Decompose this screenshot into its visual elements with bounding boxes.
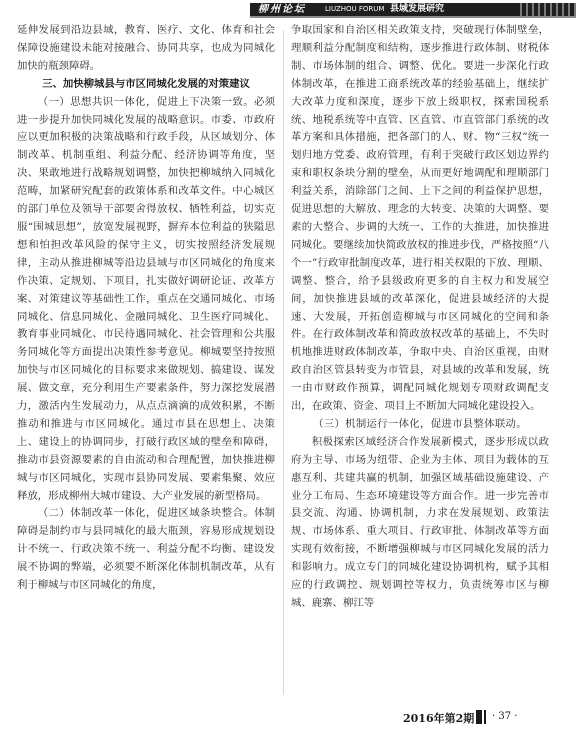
page-header	[0, 0, 576, 20]
section-heading: 三、加快柳城县与市区同城化发展的对策建议	[42, 77, 250, 90]
paragraph-2-body: 体制障碍是制约市与县同城化的最大瓶颈，容易形成规划设计不统一、行政决策不统一、利益分配不均衡、建设发展不协调的弊端，必须要不断深化体制机制改革，从有利于柳城与市区同城化的角度，	[17, 507, 275, 592]
subheading-1: （一）思想共识一体化，促进上下决策一致。	[37, 95, 255, 108]
subheading-2: （二）体制改革一体化，促进区域条块整合。	[37, 507, 255, 520]
page-footer	[0, 708, 576, 728]
issue-label: 2016年第2期	[403, 712, 475, 725]
paragraph-continued: 延伸发展到沿边县域，教育、医疗、文化、体育和社会保障设施建设未能对接融合、协同共享，也成为同城化加快的瓶颈障碍。	[17, 24, 275, 72]
section-title: 县域发展研究	[390, 4, 445, 14]
subheading-3: （三）机制运行一体化，促进市县整体联动。	[313, 417, 527, 430]
paragraph-2	[17, 505, 275, 595]
journal-name: 柳州论坛	[258, 4, 306, 15]
header-stripes	[516, 3, 576, 16]
column-divider	[283, 30, 284, 695]
paragraph-1-body: 必须进一步提升加快同城化发展的战略意识。市委、市政府应以更加积极的决策战略和行政手段，从区域划分、体制改革、机制重组、利益分配、经济协调等角度，坚决、果敢地进行战略规划调整，加快把柳城纳入同城化范畴，加紧研究配套的政策体系和改革文件。中心城区的部门单位及领导干部要舍得放权、牺牲利益，切实克服“围城思想”，放宽发展视野，摒弃本位利益的狭隘思想和怕担改革风险的保守主义，切实按照经济发展规律，主动从推进柳城等沿边县域与市区同城化的角度来作决策、定规划、下项目，扎实做好调研论证、改革方案、对策建议等基础性工作，重点在交通同城化、市场同城化、信息同城化、金融同城化、卫生医疗同城化、教育事业同城化、市民待遇同城化、社会管理和公共服务同城化等方面提出决策性参考意见。柳城要坚持按照加快与市区同城化的目标要求来做规划、搞建设、谋发展、做文章，充分利用生产要素条件，努力深挖发展潜力，激活内生发展动力，从点点滴滴的成效积累，不断推动和推进与市区同城化。通过市县在思想上、决策上、建设上的协调同步，打破行政区域的壁垒和障碍，推动市县资源要素的自由流动和合理配置，加快推进柳城与市区同城化，实现市县协同发展、要素集聚、效应释放，形成柳州大城市建设、大产业发展的新型格局。	[17, 95, 275, 502]
paragraph-1	[17, 94, 275, 506]
paragraph-3: 争取国家和自治区相关政策支持，突破现行体制壁垒，理顺利益分配制度和结构，逐步推进行政体制、财税体制、市场体制的组合、调整、优化。要进一步深化行政体制改革，在推进工商系统改革的经验基础上，继续扩大改革力度和深度，逐步下放上级职权，探索国税系统、地税系统等中直管、区直管、市直管部门系统的改革方案和具体措施，把各部门的人、财、物“三权”统一划归地方党委、政府管理，有利于突破行政区划边界约束和职权条块分割的壁垒，从而更好地调配和理顺部门利益关系，消除部门之间、上下之间的利益保护思想，促进思想的大解放、理念的大转变、决策的大调整、要素的大整合、步调的大统一、工作的大推进，加快推进同城化。要继续加快简政放权的推进步伐，严格按照“八个一”行政审批制度改革，进行相关权限的下放、理顺、调整、整合，给予县级政府更多的自主权力和发展空间，加快推进县域的改革深化，促进县域经济的大提速、大发展，开拓创造柳城与市区同城化的空间和条件。在行政体制改革和简政放权改革的基础上，不失时机地推进财政体制改革，争取中央、自治区重视，由财政自治区管县转变为市管县，对县域的改革和发展，统一由市财政作预算，调配同城化规划专项财政调配支出，在政策、资金、项目上不断加大同城化建设投入。	[291, 24, 549, 413]
footer-separator-thin	[484, 710, 486, 724]
paragraph-4: 积极探索区域经济合作发展新模式，逐步形成以政府为主导、市场为纽带、企业为主体、项目为载体的互惠互利、共建共赢的机制，加强区域基础设施建设、产业分工布局、生态环境建设等方面合作。进一步完善市县交流、沟通、协调机制，力求在发展规划、政策法规、市场体系、重大项目、行政审批、体制改革等方面实现有效衔接，不断增强柳城与市区同城化发展的活力和影响力。成立专门的同城化建设协调机构，赋予其相应的行政调控、规划调控等权力，负责统筹市区与柳城、鹿寨、柳江等	[291, 435, 549, 609]
subheading-3-line	[291, 416, 549, 434]
journal-name-en: LIUZHOU FORUM	[325, 5, 385, 13]
header-underline	[250, 16, 576, 18]
right-column	[291, 22, 549, 613]
left-column	[17, 22, 275, 595]
footer-separator-thick	[476, 710, 482, 724]
page-number: · 37 ·	[492, 711, 518, 722]
